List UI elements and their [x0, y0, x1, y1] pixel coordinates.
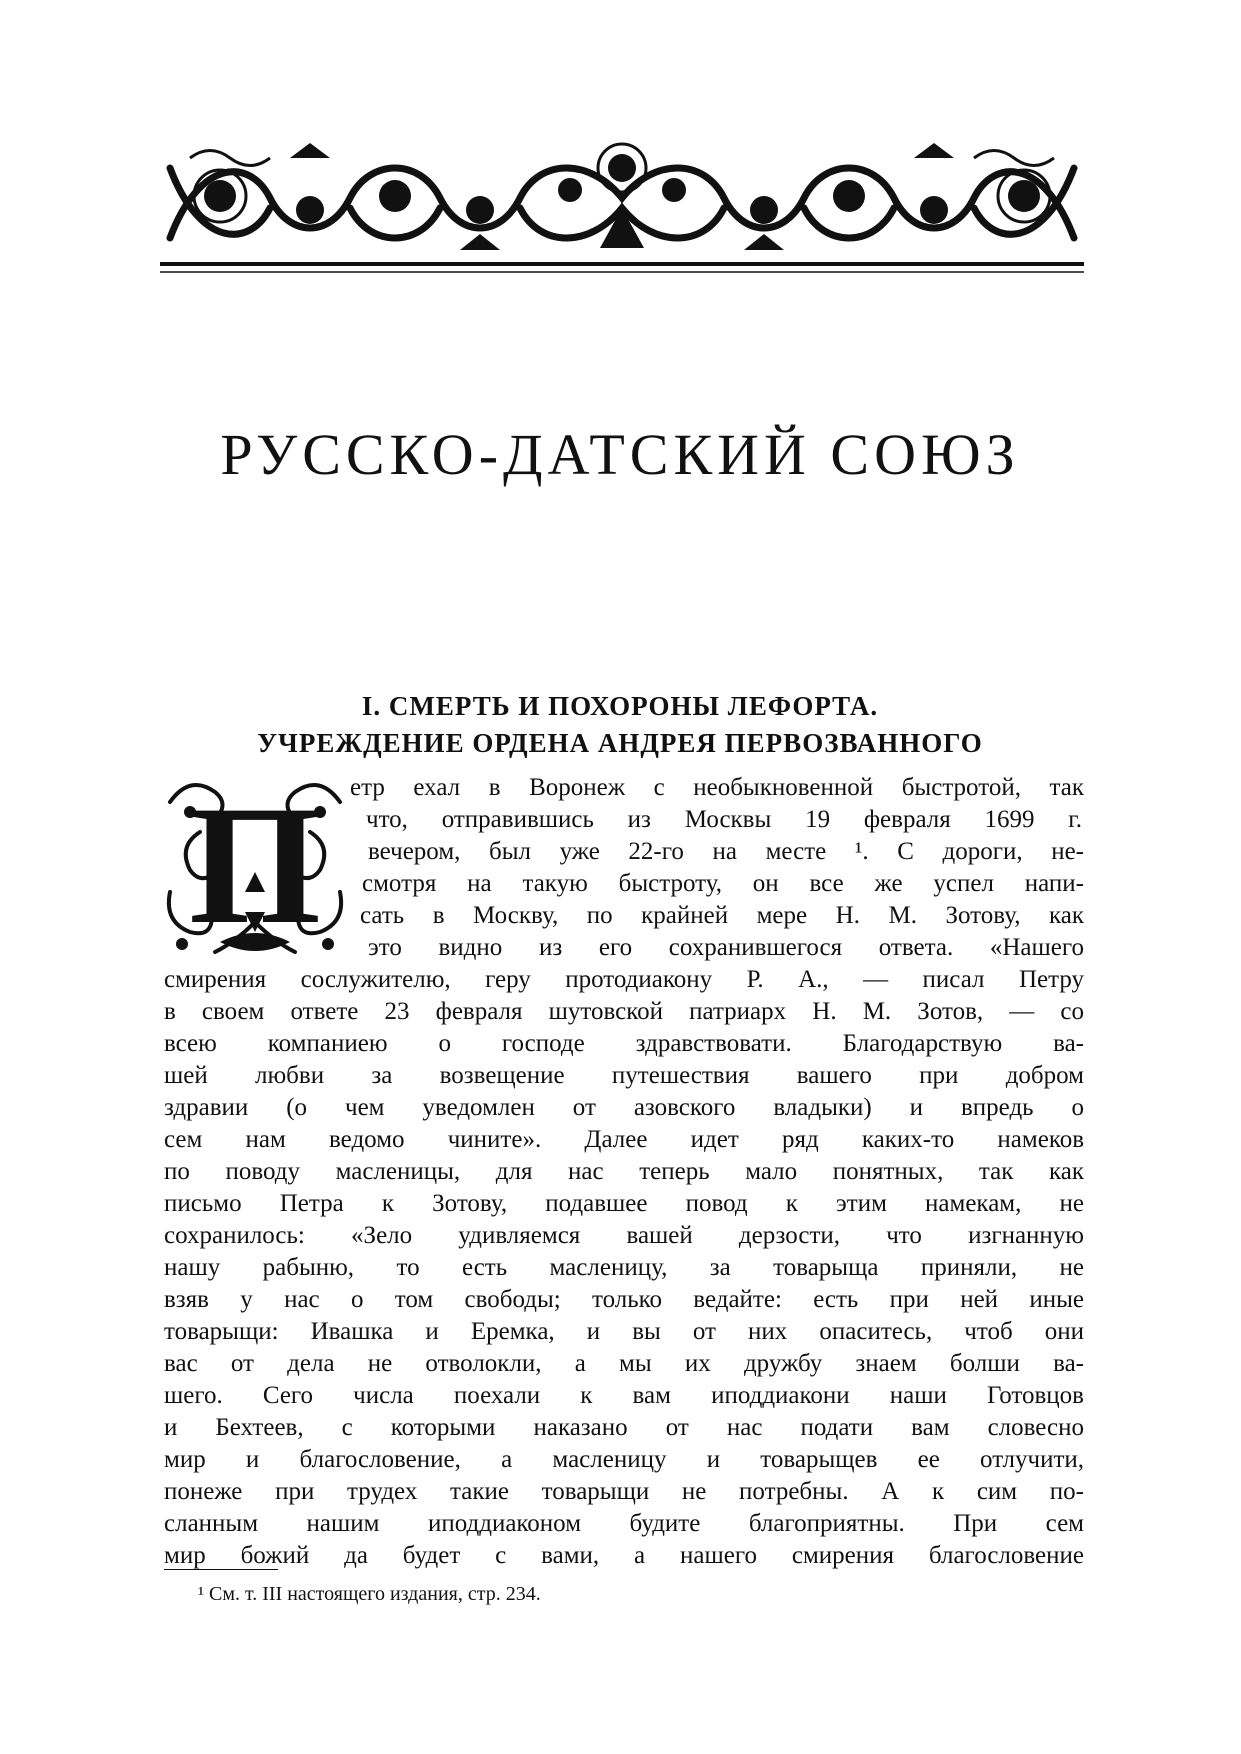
dropcap-letter: П	[188, 772, 322, 959]
body-line: шей любви за возвещение путешествия вашего при добром	[164, 1062, 1084, 1089]
chapter-heading-line-2: УЧРЕЖДЕНИЕ ОРДЕНА АНДРЕЯ ПЕРВОЗВАННОГО	[257, 728, 983, 758]
body-line: сохранилось: «Зело удивляемся вашей дерзости, что изгнанную	[164, 1222, 1084, 1249]
body-line: шего. Сего числа поехали к вам иподдиакони наши Готовцов	[164, 1382, 1084, 1409]
footnote: ¹ См. т. III настоящего издания, стр. 234.	[198, 1583, 541, 1605]
body-line: сланным нашим иподдиаконом будите благоприятны. При сем	[164, 1510, 1084, 1537]
body-line: письмо Петра к Зотову, подавшее повод к этим намекам, не	[164, 1190, 1084, 1217]
body-line: в своем ответе 23 февраля шутовской патриарх Н. М. Зотов, — со	[164, 998, 1084, 1025]
body-line: мир божий да будет с вами, а нашего смирения благословение	[164, 1542, 1084, 1569]
body-line: смотря на такую быстроту, он все же успел напи-	[362, 870, 1084, 897]
footnote-rule	[164, 1569, 278, 1570]
body-line: и Бехтеев, с которыми наказано от нас подати вам словесно	[164, 1414, 1084, 1441]
chapter-heading-line-1: I. СМЕРТЬ И ПОХОРОНЫ ЛЕФОРТА.	[361, 691, 879, 721]
body-line: вечером, был уже 22-го на месте ¹. С дороги, не-	[368, 838, 1084, 865]
ornamental-headpiece	[160, 138, 1084, 298]
body-line: смирения сослужителю, геру протодиакону Р. А., — писал Петру	[164, 966, 1084, 993]
part-title: РУССКО-ДАТСКИЙ СОЮЗ	[220, 422, 1020, 487]
body-line: сем нам ведомо чините». Далее идет ряд каких-то намеков	[164, 1126, 1084, 1153]
body-line: понеже при трудех такие товарыщи не потребны. А к сим по-	[164, 1478, 1084, 1505]
body-line: товарыщи: Ивашка и Еремка, и вы от них опаситесь, чтоб они	[164, 1318, 1084, 1345]
body-line: етр ехал в Воронеж с необыкновенной быстротой, так	[350, 774, 1084, 801]
body-line: вас от дела не отволокли, а мы их дружбу знаем болши ва-	[164, 1350, 1084, 1377]
ornamental-dropcap	[160, 772, 350, 968]
chapter-heading	[150, 688, 1090, 762]
body-line: здравии (о чем уведомлен от азовского владыки) и впредь о	[164, 1094, 1084, 1121]
body-line: мир и благословение, а масленицу и товарыщев ее отлучити,	[164, 1446, 1084, 1473]
body-line: взяв у нас о том свободы; только ведайте: есть при ней иные	[164, 1286, 1084, 1313]
body-line: нашу рабыню, то есть масленицу, за товарыща приняли, не	[164, 1254, 1084, 1281]
body-line: что, отправившись из Москвы 19 февраля 1699 г.	[366, 806, 1082, 833]
body-line: по поводу масленицы, для нас теперь мало понятных, так как	[164, 1158, 1084, 1185]
body-line: это видно из его сохранившегося ответа. «Нашего	[368, 934, 1084, 961]
body-line: всею компаниею о господе здравствовати. Благодарствую ва-	[164, 1030, 1084, 1057]
body-line: сать в Москву, по крайней мере Н. М. Зотову, как	[360, 902, 1084, 929]
